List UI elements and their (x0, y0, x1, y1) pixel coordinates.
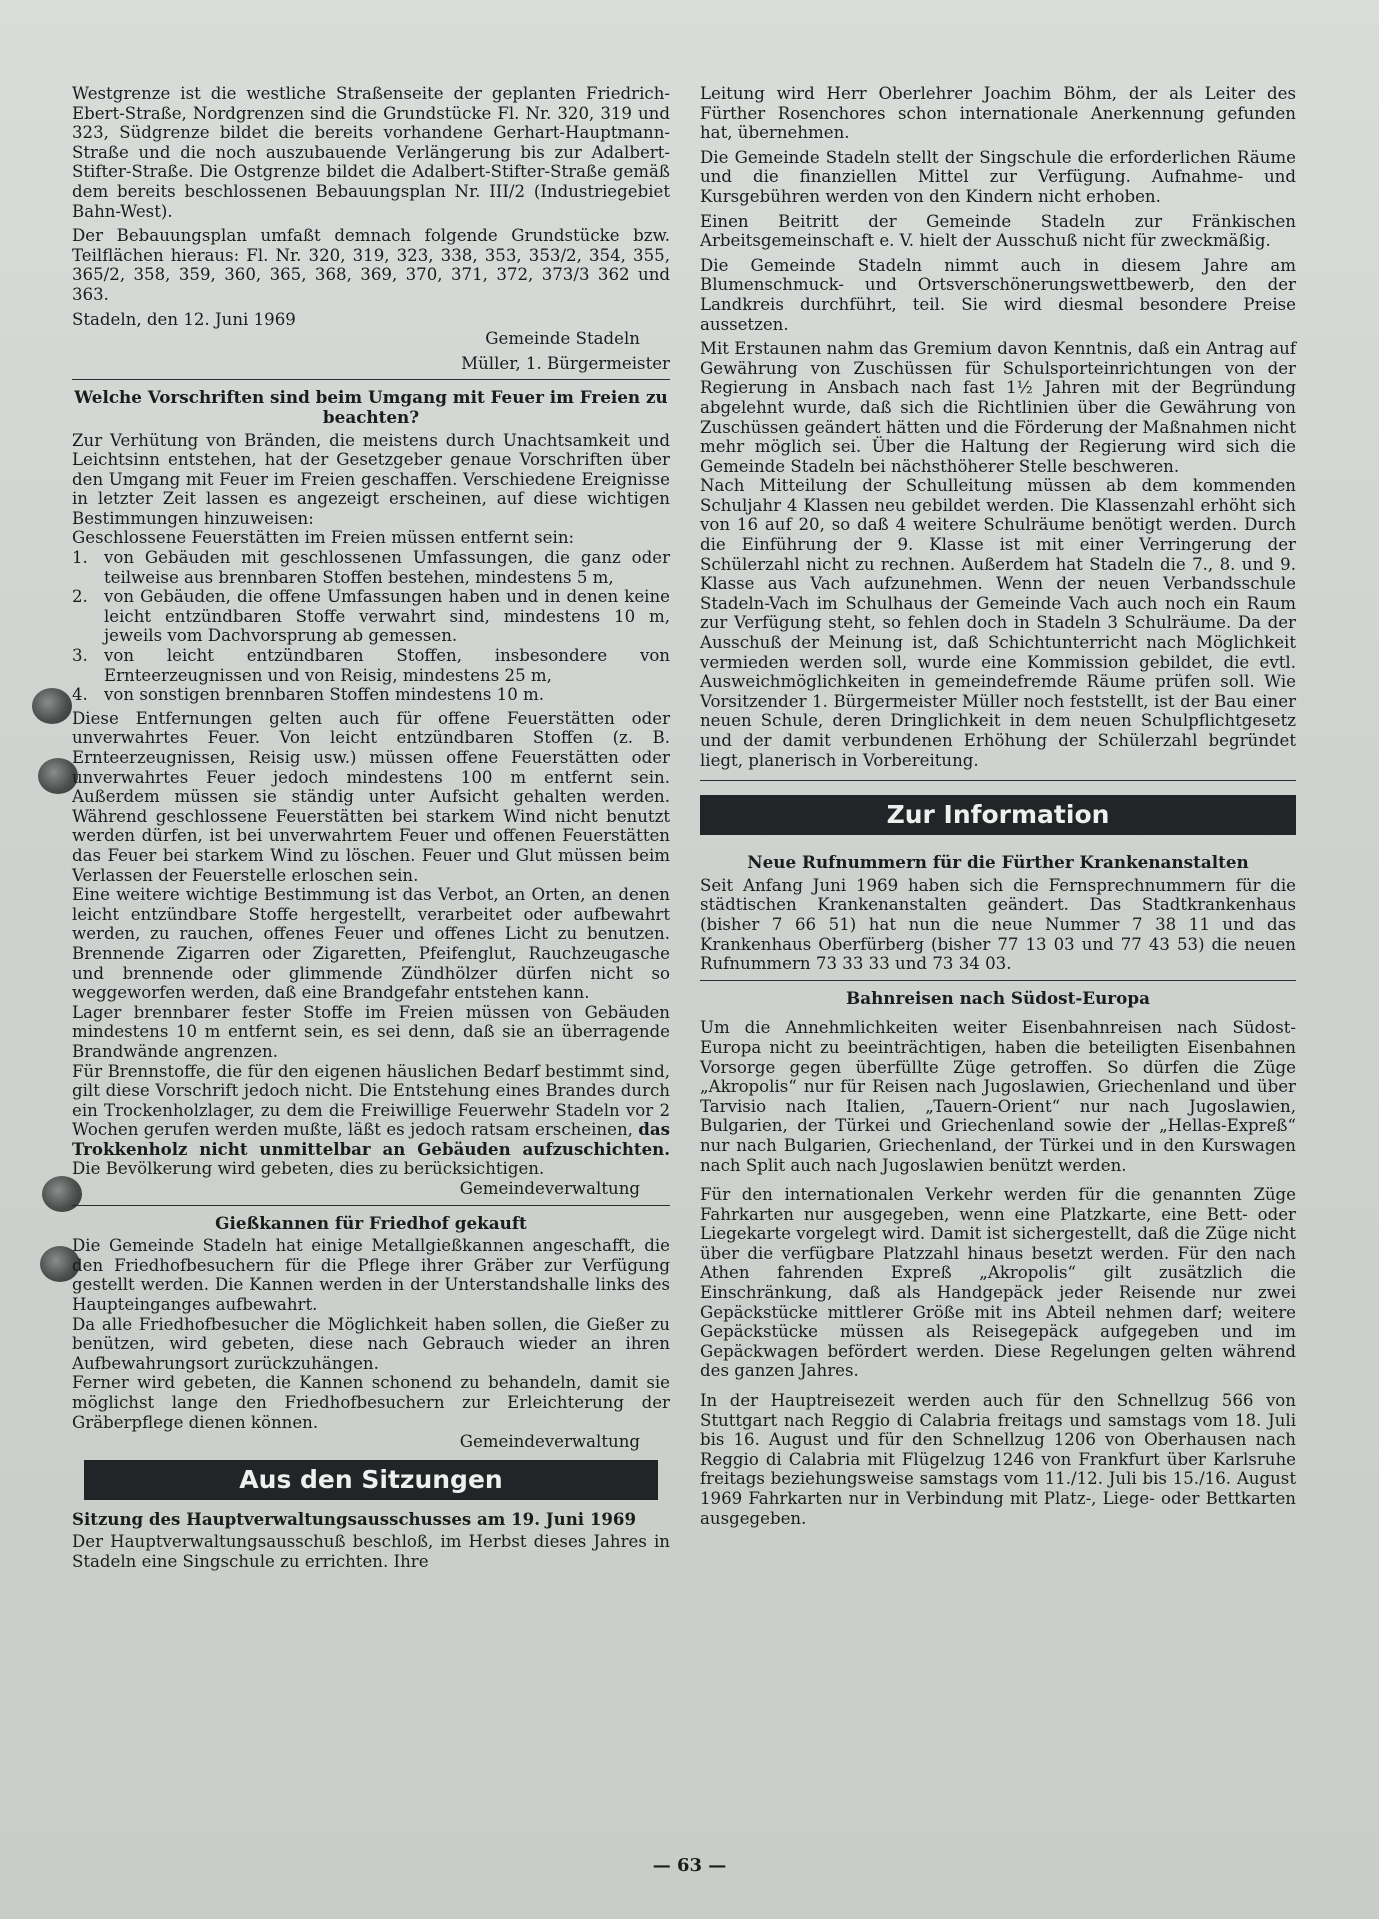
paragraph: Für den internationalen Verkehr werden für die genannten Züge Fahrkarten nur ausgegeben, wenn eine Platzkarte, eine Bett- oder Liegekarte vorgelegt wird. Damit ist sichergestellt, daß die Züge nicht über die verfügbare Platzzahl hinaus besetzt werden. Für den nach Athen fahrenden Expreß „Akropolis“ gilt zusätzlich die Einschränkung, daß als Handgepäck jeder Reisende nur zwei Gepäckstücke mittlerer Größe mit ins Abteil nehmen darf; weitere Gepäckstücke müssen als Reisegepäck aufgegeben und im Gepäckwagen befördert werden. Diese Regelungen gelten während des ganzen Jahres. (700, 1185, 1296, 1381)
article-heading-phone: Neue Rufnummern für die Fürther Krankenanstalten (747, 852, 1249, 873)
divider (700, 780, 1296, 781)
divider (72, 379, 670, 380)
signature-municipality: Gemeinde Stadeln (485, 329, 640, 349)
punch-hole (32, 688, 72, 724)
list-item: 3. von leicht entzündbaren Stoffen, insbesondere von Ernteerzeugnissen und von Reisig, mindestens 25 m, (72, 646, 670, 685)
paragraph: Eine weitere wichtige Bestimmung ist das Verbot, an Orten, an denen leicht entzündbare Stoffe hergestellt, verarbeitet oder aufbewahrt werden, zu rauchen, offenes Feuer und offenes Licht zu benutzen. Brennende Zigarren oder Zigaretten, Pfeifenglut, Rauchzeugasche und brennende oder glimmende Zündhölzer dürfen nicht so weggeworfen werden, daß eine Brandgefahr entstehen kann. (72, 885, 670, 1003)
section-banner-information: Zur Information (700, 795, 1296, 835)
paragraph: Einen Beitritt der Gemeinde Stadeln zur Fränkischen Arbeitsgemeinschaft e. V. hielt der Ausschuß nicht für zweckmäßig. (700, 211, 1296, 251)
distance-list (72, 548, 670, 705)
paragraph: Nach Mitteilung der Schulleitung müssen ab dem kommenden Schuljahr 4 Klassen neu gebildet werden. Die Klassenzahl erhöht sich von 16 auf 20, so daß 4 weitere Schulräume benötigt werden. Durch die Einführung der 9. Klasse ist mit einer Verringerung der Schülerzahl nicht zu rechnen. Außerdem hat Stadeln die 7., 8. und 9. Klasse aus Vach aufzunehmen. Wenn der neuen Verbandsschule Stadeln-Vach im Schulhaus der Gemeinde Vach auch noch ein Raum zur Verfügung steht, so fehlen doch in Stadeln 3 Schulräume. Da der Ausschuß der Meinung ist, daß Schichtunterricht nach Möglichkeit vermieden werden soll, wurde eine Kommission gebildet, die evtl. Ausweichmöglichkeiten in gemeindefremde Räume prüfen soll. Wie Vorsitzender 1. Bürgermeister Müller noch feststellt, ist der Bau einer neuen Schule, deren Dringlichkeit in dem neuen Schulpflichtgesetz und der damit verbundenen Erhöhung der Schülerzahl begründet liegt, planerisch in Vorbereitung. (700, 476, 1296, 770)
paragraph: Da alle Friedhofbesucher die Möglichkeit haben sollen, die Gießer zu benützen, wird gebeten, diese nach Gebrauch wieder an ihren Aufbewahrungsort zurückzuhängen. (72, 1314, 670, 1373)
paragraph: Ferner wird gebeten, die Kannen schonend zu behandeln, damit sie möglichst lange den Friedhofbesuchern zur Erleichterung der Gräberpflege dienen können. (72, 1373, 670, 1432)
article-heading-cans: Gießkannen für Friedhof gekauft (215, 1212, 527, 1233)
paragraph: Geschlossene Feuerstätten im Freien müssen entfernt sein: (72, 528, 575, 548)
paragraph: Die Gemeinde Stadeln nimmt auch in diesem Jahre am Blumenschmuck- und Ortsverschönerungswettbewerb, den der Landkreis durchführt, teil. Sie wird diesmal besondere Preise aussetzen. (700, 255, 1296, 334)
paragraph: Westgrenze ist die westliche Straßenseite der geplanten Friedrich-Ebert-Straße, Nordgrenzen sind die Grundstücke Fl. Nr. 320, 319 und 323, Südgrenze bildet die bereits vorhandene Gerhart-Hauptmann-Straße und die noch auszubauende Verlängerung bis zur Adalbert-Stifter-Straße. Die Ostgrenze bildet die Adalbert-Stifter-Straße gemäß dem bereits beschlossenen Bebauungsplan Nr. III/2 (Industriegebiet Bahn-West). (72, 84, 670, 221)
left-column (72, 84, 670, 1577)
article-heading-session: Sitzung des Hauptverwaltungsausschusses am 19. Juni 1969 (72, 1508, 637, 1529)
article-heading-rail: Bahnreisen nach Südost-Europa (846, 987, 1150, 1008)
list-item: 2. von Gebäuden, die offene Umfassungen haben und in denen keine leicht entzündbaren Stoffe verwahrt sind, mindestens 10 m, jeweils vom Dachvorsprung ab gemessen. (72, 587, 670, 646)
paragraph: Lager brennbarer fester Stoffe im Freien müssen von Gebäuden mindestens 10 m entfernt sein, es sei denn, daß sie an überragende Brandwände angrenzen. (72, 1002, 670, 1061)
paragraph: Um die Annehmlichkeiten weiter Eisenbahnreisen nach Südost-Europa nicht zu beeinträchtigen, haben die beteiligten Eisenbahnen Vorsorge gegen überfüllte Züge getroffen. So dürfen die Züge „Akropolis“ nur für Reisen nach Jugoslawien, Griechenland und über Tarvisio nach Italien, „Tauern-Orient“ nur nach Jugoslawien, Bulgarien, der Türkei und Griechenland sowie der „Hellas-Expreß“ nur nach Bulgarien, Griechenland, der Türkei und in den Kurswagen nach Split auch nach Jugoslawien benützt werden. (700, 1018, 1296, 1175)
paragraph: In der Hauptreisezeit werden auch für den Schnellzug 566 von Stuttgart nach Reggio di Calabria freitags und samstags vom 18. Juli bis 16. August und für den Schnellzug 1206 von Oberhausen nach Reggio di Calabria mit Flügelzug 1246 von Frankfurt über Karlsruhe freitags beziehungsweise samstags vom 11./12. Juli bis 15./16. August 1969 Fahrkarten nur in Verbindung mit Platz-, Liege- oder Bettkarten ausgegeben. (700, 1391, 1296, 1528)
signature-administration: Gemeindeverwaltung (459, 1179, 640, 1199)
paragraph: Der Hauptverwaltungsausschuß beschloß, im Herbst dieses Jahres in Stadeln eine Singschule zu errichten. Ihre (72, 1532, 670, 1571)
paragraph: Diese Entfernungen gelten auch für offene Feuerstätten oder unverwahrtes Feuer. Von leicht entzündbaren Stoffen (z. B. Ernteerzeugnissen, Reisig usw.) müssen offene Feuerstätten oder unverwahrtes Feuer jedoch mindestens 100 m entfernt sein. Außerdem müssen sie ständig unter Aufsicht gehalten werden. Während geschlossene Feuerstätten bei starkem Wind nicht benutzt werden dürfen, ist bei unverwahrtem Feuer und offenen Feuerstätten das Feuer bei starkem Wind zu löschen. Feuer und Glut müssen beim Verlassen der Feuerstelle erloschen sein. (72, 708, 670, 885)
paragraph: Seit Anfang Juni 1969 haben sich die Fernsprechnummern für die städtischen Krankenanstalten geändert. Das Stadtkrankenhaus (bisher 7 66 51) hat nun die neue Nummer 7 38 11 und das Krankenhaus Oberfürberg (bisher 77 13 03 und 77 43 53) die neuen Rufnummern 73 33 33 und 73 34 03. (700, 875, 1296, 974)
paragraph: Die Gemeinde Stadeln hat einige Metallgießkannen angeschafft, die den Friedhofbesuchern für die Pflege ihrer Gräber zur Verfügung gestellt werden. Die Kannen werden in der Unterstandshalle links des Haupteinganges aufbewahrt. (72, 1236, 670, 1315)
divider (72, 1205, 670, 1206)
list-item: 4. von sonstigen brennbaren Stoffen mindestens 10 m. (72, 685, 545, 705)
right-column (700, 84, 1296, 1533)
paragraph: Der Bebauungsplan umfaßt demnach folgende Grundstücke bzw. Teilflächen hieraus: Fl. Nr. 320, 319, 323, 338, 353, 353/2, 354, 355, 365/2, 358, 359, 360, 365, 368, 369, 370, 371, 372, 373/3 362 und 363. (72, 226, 670, 304)
paragraph: Die Gemeinde Stadeln stellt der Singschule die erforderlichen Räume und die finanziellen Mittel zur Verfügung. Aufnahme- und Kursgebühren werden von den Kindern nicht erhoben. (700, 147, 1296, 206)
divider (700, 980, 1296, 981)
paragraph: Zur Verhütung von Bränden, die meistens durch Unachtsamkeit und Leichtsinn entstehen, hat der Gesetzgeber genaue Vorschriften über den Umgang mit Feuer im Freien geschaffen. Verschiedene Ereignisse in letzter Zeit lassen es angezeigt erscheinen, auf diese wichtigen Bestimmungen hinzuweisen: (72, 430, 670, 528)
section-banner-sessions: Aus den Sitzungen (84, 1460, 658, 1500)
list-item: 1. von Gebäuden mit geschlossenen Umfassungen, die ganz oder teilweise aus brennbaren Stoffen bestehen, mindestens 5 m, (72, 548, 670, 587)
dateline: Stadeln, den 12. Juni 1969 (72, 309, 296, 329)
article-heading-fire: Welche Vorschriften sind beim Umgang mit Feuer im Freien zu beachten? (74, 387, 668, 427)
page-number: — 63 — (652, 1855, 727, 1876)
paragraph: Mit Erstaunen nahm das Gremium davon Kenntnis, daß ein Antrag auf Gewährung von Zuschüssen für Schulsporteinrichtungen von der Regierung in Ansbach nach fast 1½ Jahren mit der Begründung abgelehnt wurde, daß sich die Richtlinien über die Gewährung von Zuschüssen geändert hätten und die Förderung der Maßnahmen nicht mehr möglich sei. Über die Haltung der Regierung wird sich die Gemeinde Stadeln bei nächsthöherer Stelle beschweren. (700, 339, 1296, 476)
paragraph: Leitung wird Herr Oberlehrer Joachim Böhm, der als Leiter des Fürther Rosenchores schon internationale Anerkennung gefunden hat, übernehmen. (700, 84, 1296, 143)
paragraph: Für Brennstoffe, die für den eigenen häuslichen Bedarf bestimmt sind, gilt diese Vorschrift jedoch nicht. Die Entstehung eines Brandes durch ein Trockenholzlager, zu dem die Freiwillige Feuerwehr Stadeln vor 2 Wochen gerufen werden mußte, läßt es jedoch ratsam erscheinen, das Trokkenholz nicht unmittelbar an Gebäuden aufzuschichten. Die Bevölkerung wird gebeten, dies zu berücksichtigen. (72, 1061, 670, 1179)
signature-administration: Gemeindeverwaltung (459, 1432, 640, 1452)
signature-mayor: Müller, 1. Bürgermeister (461, 353, 670, 373)
